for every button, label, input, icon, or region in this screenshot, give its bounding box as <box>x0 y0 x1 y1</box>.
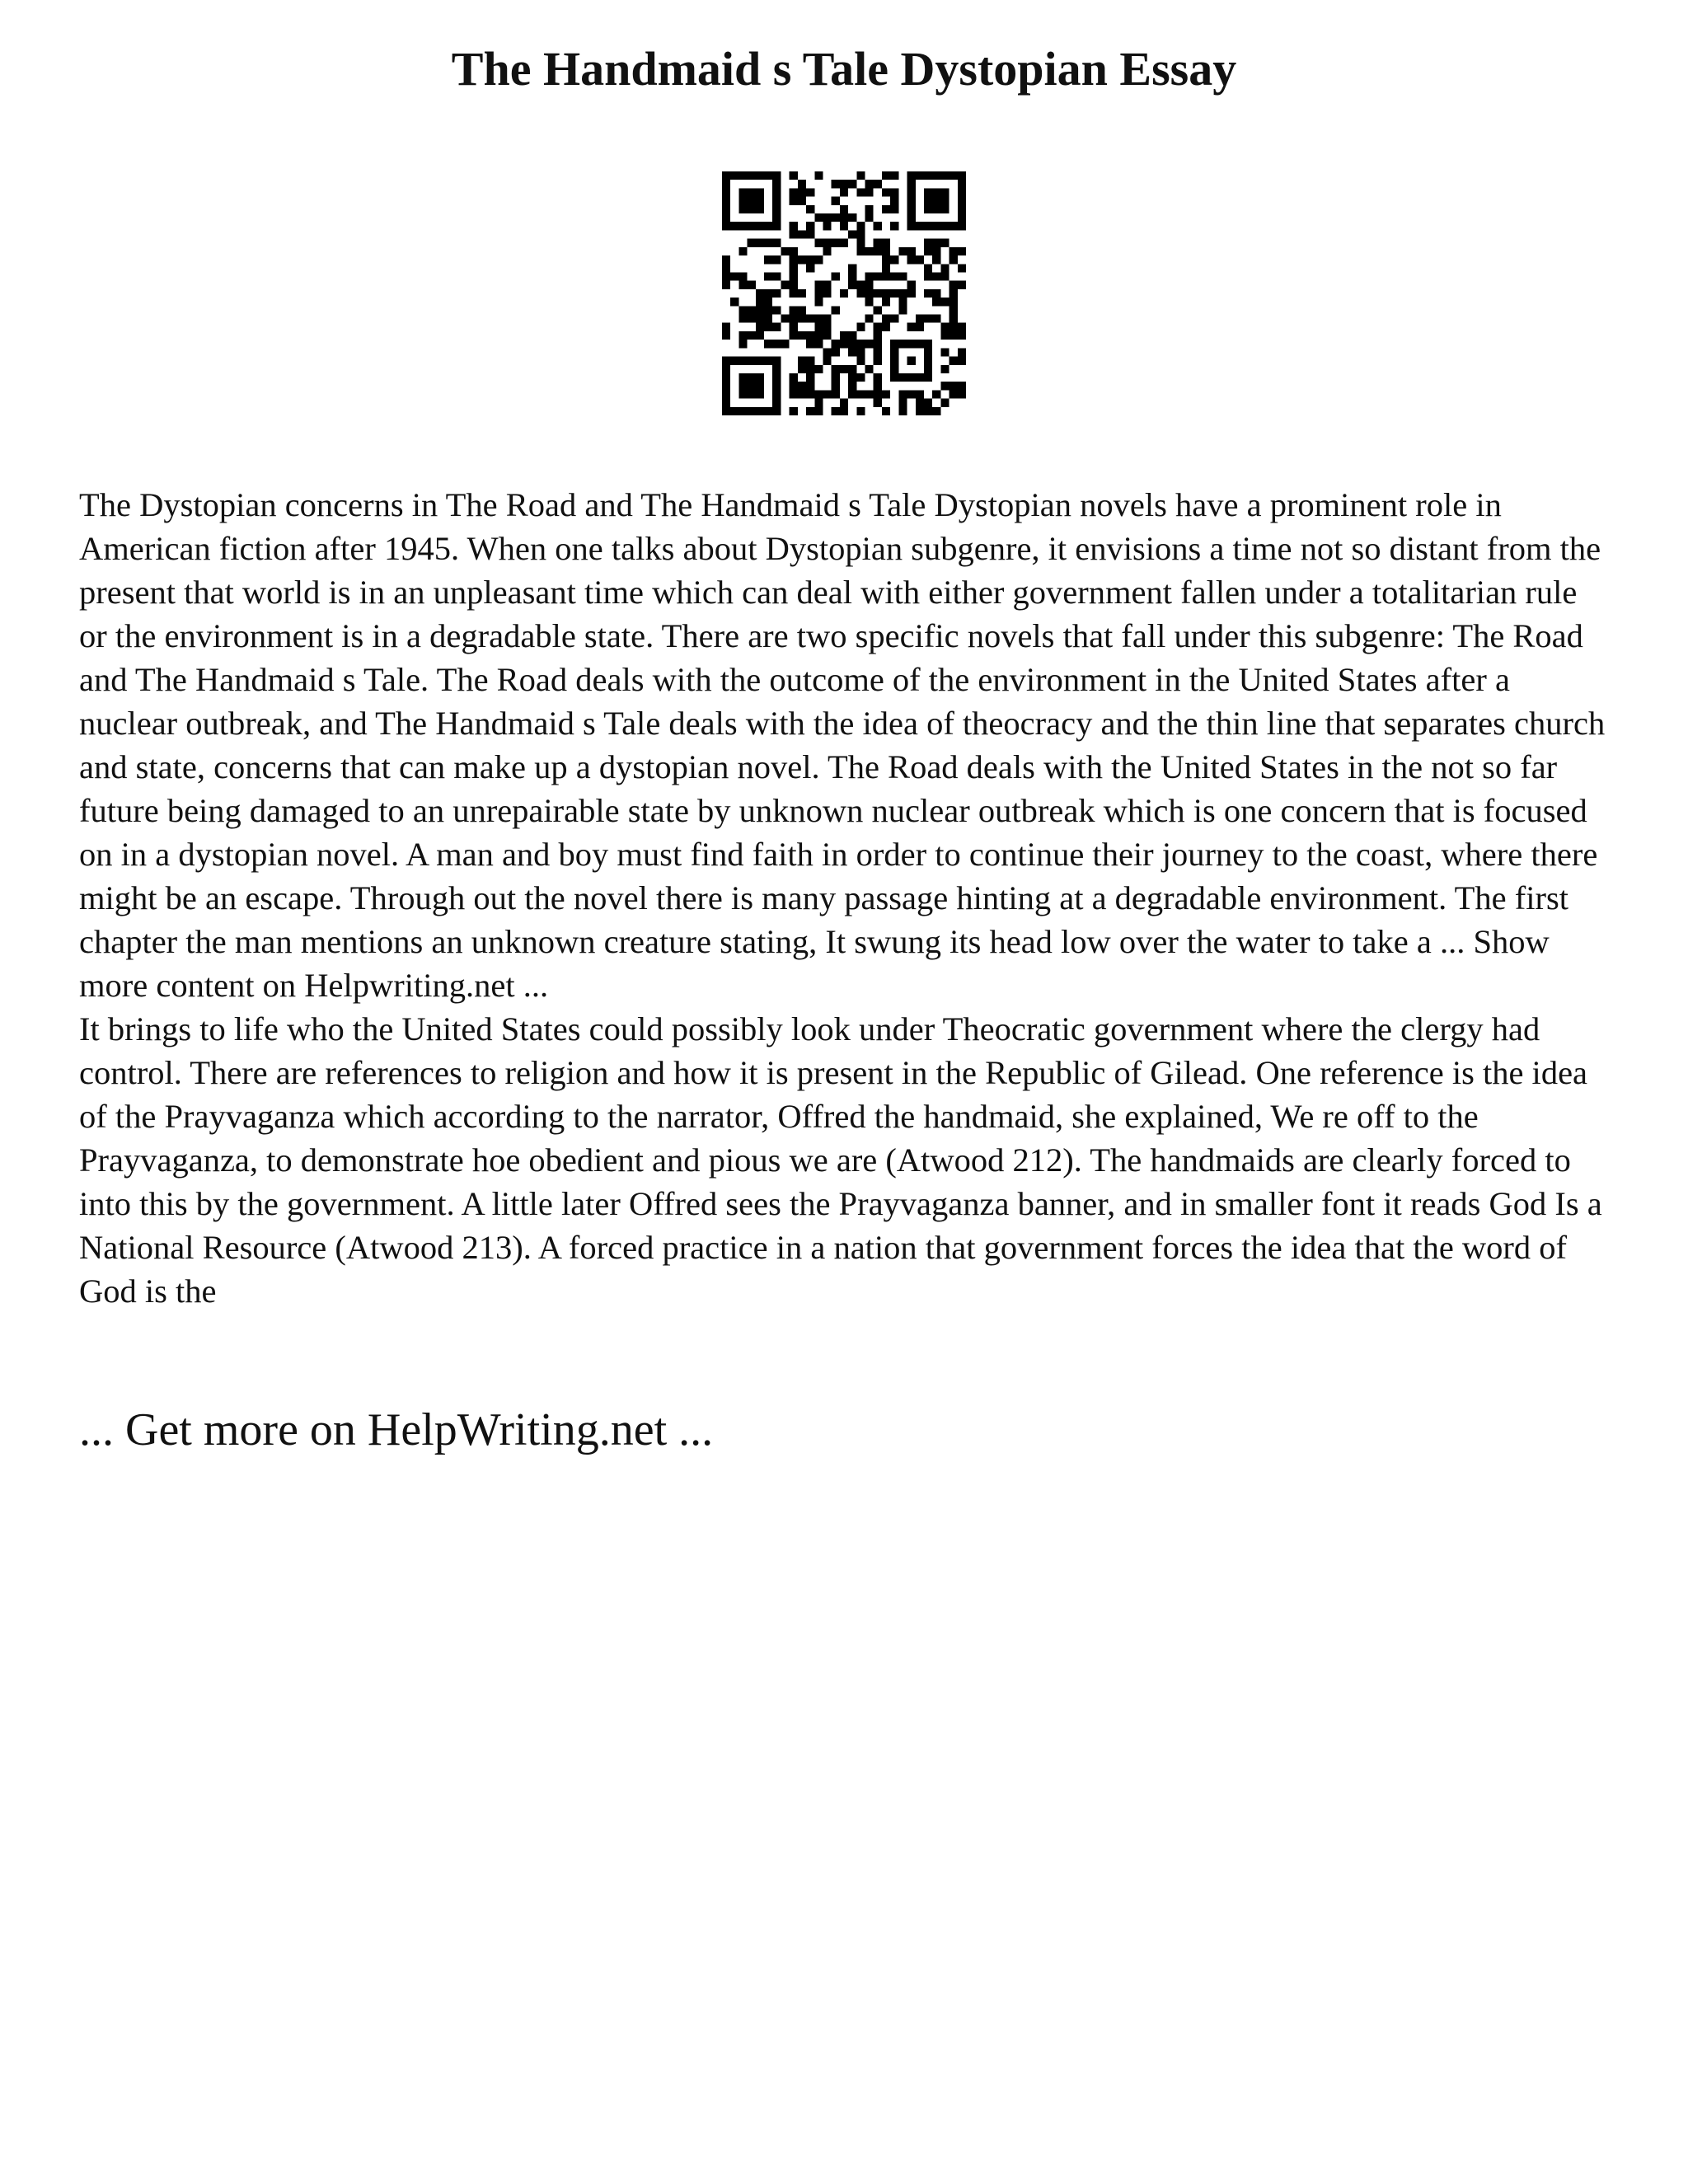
essay-paragraph-2: It brings to life who the United States could possibly look under Theocratic government where the clergy had control. There are references to religion and how it is present in the Republic of Gilead. One reference is the idea of the Prayvaganza which according to the narrator, Offred the handmaid, she explained, We re off to the Prayvaganza, to demonstrate hoe obedient and pious we are (Atwood 212). The handmaids are clearly forced to into this by the government. A little later Offred sees the Prayvaganza banner, and in smaller font it reads God Is a National Resource (Atwood 213). A forced practice in a nation that government forces the idea that the word of God is the <box>79 1010 1602 1310</box>
essay-paragraph-1: The Dystopian concerns in The Road and The Handmaid s Tale Dystopian novels have a prominent role in American fiction after 1945. When one talks about Dystopian subgenre, it envisions a time not so distant from the present that world is in an unpleasant time which can deal with either government fallen under a totalitarian rule or the environment is in a degradable state. There are two specific novels that fall under this subgenre: The Road and The Handmaid s Tale. The Road deals with the outcome of the environment in the United States after a nuclear outbreak, and The Handmaid s Tale deals with the idea of theocracy and the thin line that separates church and state, concerns that can make up a dystopian novel. The Road deals with the United States in the not so far future being damaged to an unrepairable state by unknown nuclear outbreak which is one concern that is focused on in a dystopian novel. A man and boy must find faith in order to continue their journey to the coast, where there might be an escape. Through out the novel there is many passage hinting at a degradable environment. The first chapter the man mentions an unknown creature stating, It swung its head low over the water to take a ... Show more content on Helpwriting.net ... <box>79 486 1606 1004</box>
qr-code-graphic <box>722 171 966 415</box>
qr-code-icon[interactable] <box>722 171 966 415</box>
get-more-link[interactable]: ... Get more on HelpWriting.net ... <box>79 1404 714 1455</box>
document-title: The Handmaid s Tale Dystopian Essay <box>451 42 1237 96</box>
essay-body <box>79 483 1612 1313</box>
